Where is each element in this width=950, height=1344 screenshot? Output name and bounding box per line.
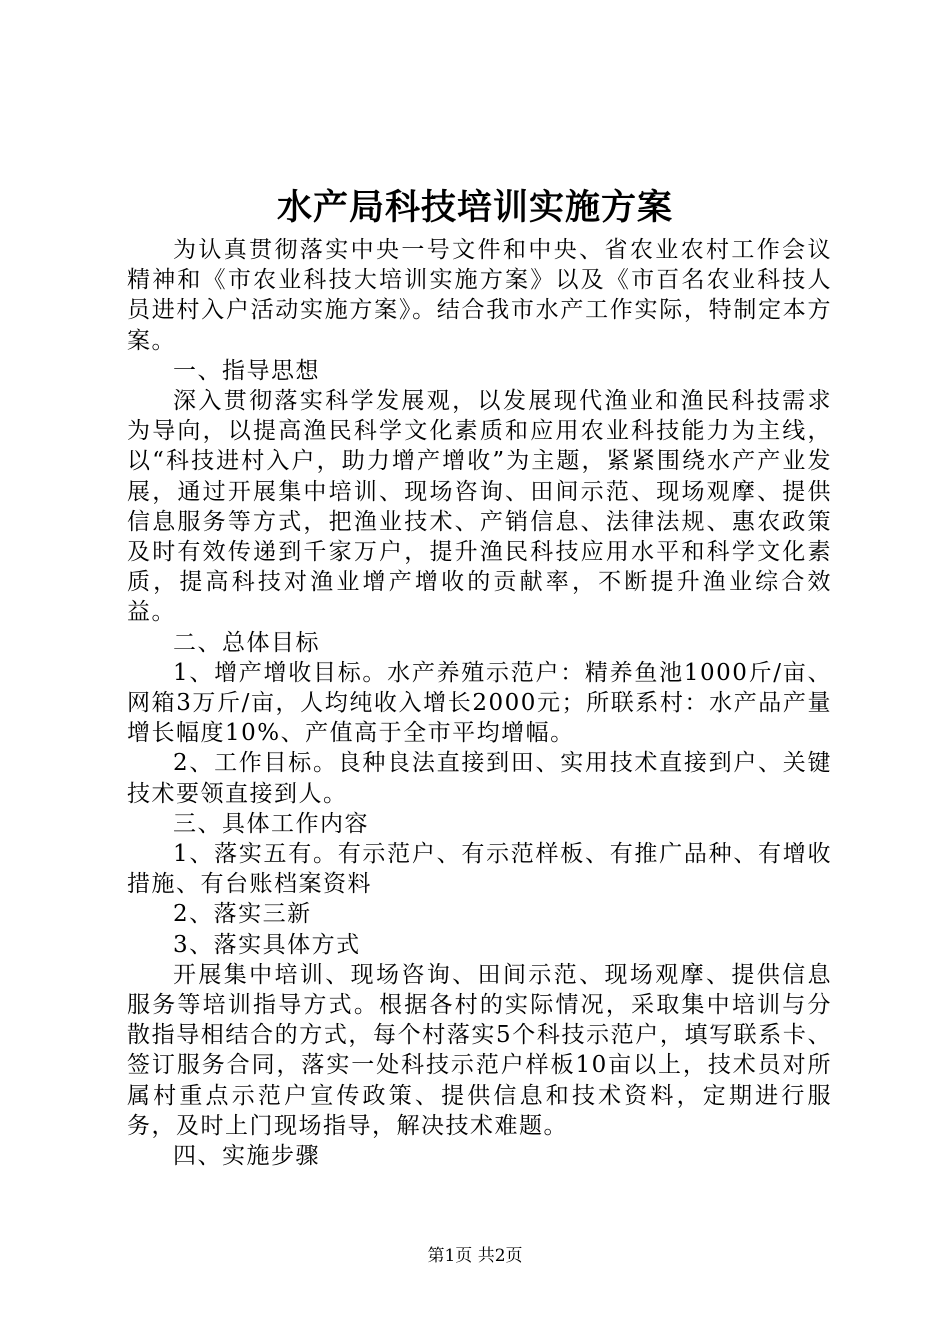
work-item-five-haves: 1、落实五有。有示范户、有示范样板、有推广品种、有增收措施、有台账档案资料 [127,841,832,898]
page-number-footer: 第1页 共2页 [427,1246,523,1266]
section-heading-guiding-ideology: 一、指导思想 [173,357,320,384]
document-body [127,235,832,1171]
section-heading-work-content: 三、具体工作内容 [173,810,369,837]
section-heading-implementation-steps: 四、实施步骤 [173,1143,320,1170]
guiding-ideology-paragraph: 深入贯彻落实科学发展观，以发展现代渔业和渔民科技需求为导向，以提高渔民科学文化素质和应用农业科技能力为主线，以“科技进村入户，助力增产增收”为主题，紧紧围绕水产产业发展，通过开展集中培训、现场咨询、田间示范、现场观摩、提供信息服务等方式，把渔业技术、产销信息、法律法规、惠农政策及时有效传递到千家万户，提升渔民科技应用水平和科学文化素质，提高科技对渔业增产增收的贡献率，不断提升渔业综合效益。 [127,388,832,626]
section-heading-overall-goals: 二、总体目标 [173,629,320,656]
work-item-methods: 3、落实具体方式 [173,931,361,958]
goal-income-paragraph: 1、增产增收目标。水产养殖示范户：精养鱼池1000斤/亩、网箱3万斤/亩，人均纯收入增长2000元；所联系村：水产品产量增长幅度10%、产值高于全市平均增幅。 [127,659,832,747]
document-title: 水产局科技培训实施方案 [276,187,673,228]
methods-paragraph: 开展集中培训、现场咨询、田间示范、现场观摩、提供信息服务等培训指导方式。根据各村的实际情况，采取集中培训与分散指导相结合的方式，每个村落实5个科技示范户，填写联系卡、签订服务合同，落实一处科技示范户样板10亩以上，技术员对所属村重点示范户宣传政策、提供信息和技术资料，定期进行服务，及时上门现场指导，解决技术难题。 [127,961,832,1139]
goal-work-paragraph: 2、工作目标。良种良法直接到田、实用技术直接到户、关键技术要领直接到人。 [127,750,832,807]
intro-paragraph: 为认真贯彻落实中央一号文件和中央、省农业农村工作会议精神和《市农业科技大培训实施方案》以及《市百名农业科技人员进村入户活动实施方案》。结合我市水产工作实际，特制定本方案。 [127,237,832,354]
work-item-three-new: 2、落实三新 [173,901,312,928]
